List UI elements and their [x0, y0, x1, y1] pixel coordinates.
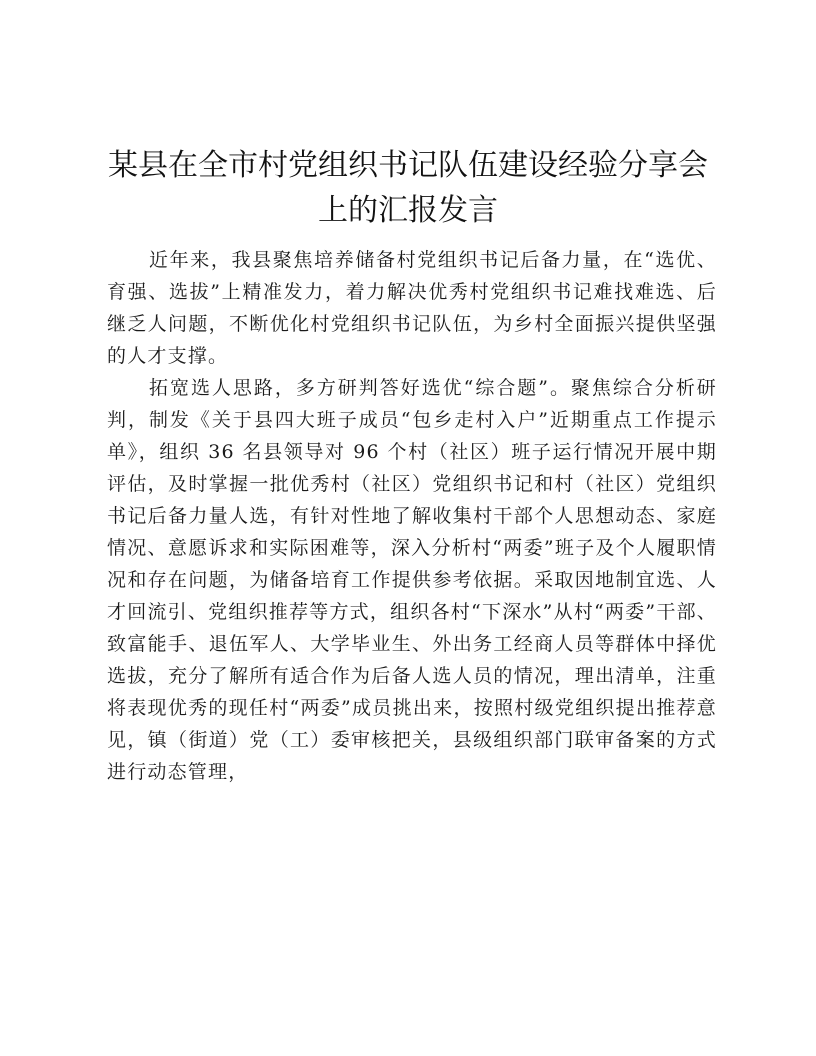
- document-body: [107, 244, 717, 788]
- paragraph-selection: 拓宽选人思路，多方研判答好选优“综合题”。聚焦综合分析研判，制发《关于县四大班子成员“包乡走村入户”近期重点工作提示单》，组织 36 名县领导对 96 个村（社区）班子运行情况开展中期评估，及时掌握一批优秀村（社区）党组织书记和村（社区）党组织书记后备力量人选，有针对性地了解收集村干部个人思想动态、家庭情况、意愿诉求和实际困难等，深入分析村“两委”班子及个人履职情况和存在问题，为储备培育工作提供参考依据。采取因地制宜选、人才回流引、党组织推荐等方式，组织各村“下深水”从村“两委”干部、致富能手、退伍军人、大学毕业生、外出务工经商人员等群体中择优选拔，充分了解所有适合作为后备人选人员的情况，理出清单，注重将表现优秀的现任村“两委”成员挑出来，按照村级党组织提出推荐意见，镇（街道）党（工）委审核把关，县级组织部门联审备案的方式进行动态管理，: [107, 377, 717, 783]
- document-title: 某县在全市村党组织书记队伍建设经验分享会上的汇报发言: [108, 148, 708, 228]
- paragraph-intro: 近年来，我县聚焦培养储备村党组织书记后备力量，在“选优、育强、选拔”上精准发力，着力解决优秀村党组织书记难找难选、后继乏人问题，不断优化村党组织书记队伍，为乡村全面振兴提供坚强的人才支撑。: [107, 249, 717, 367]
